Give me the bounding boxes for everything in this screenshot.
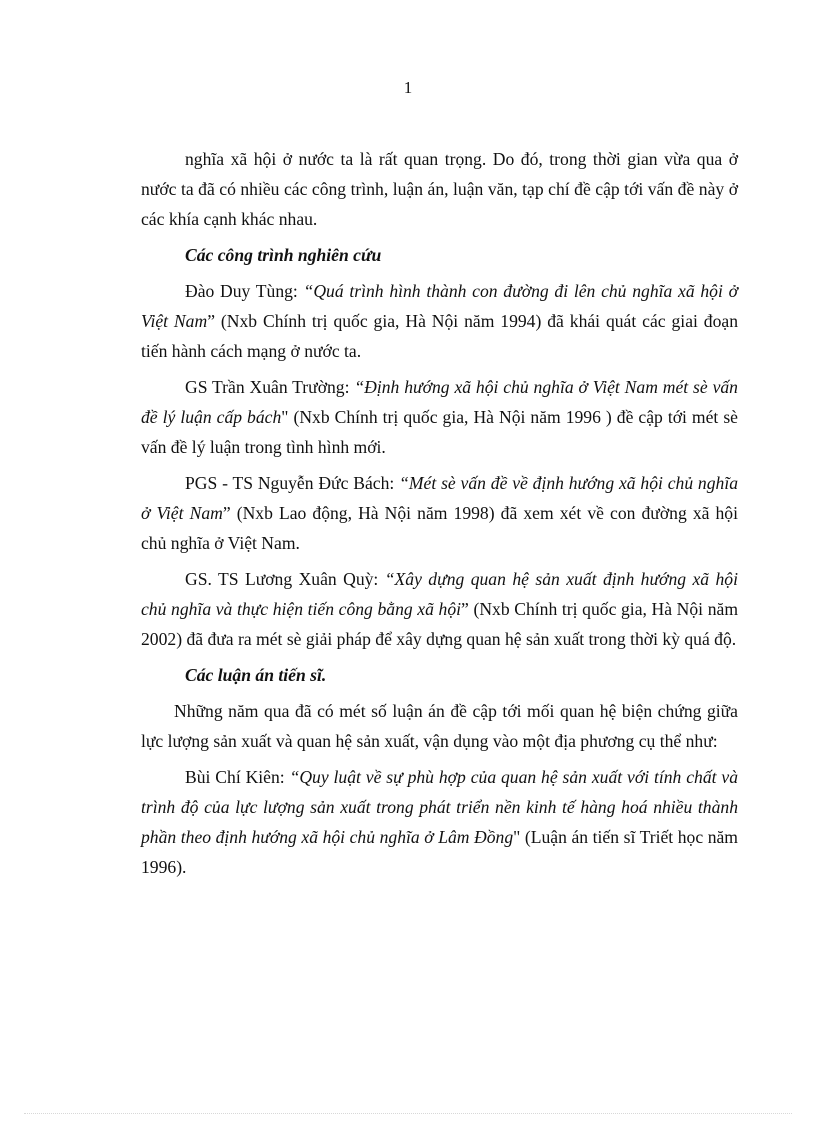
entry-author: PGS - TS Nguyễn Đức Bách: [185, 473, 400, 493]
entry-author: GS Trần Xuân Trường: [185, 377, 355, 397]
intro-paragraph: nghĩa xã hội ở nước ta là rất quan trọng. Do đó, trong thời gian vừa qua ở nước ta đã có nhiều các công trình, luận án, luận văn, tạp chí đề cập tới vấn đề này ở các khía cạnh khác nhau. [141, 149, 738, 229]
entry-author: GS. TS Lương Xuân Quỳ: [185, 569, 385, 589]
dissertations-heading: Các luận án tiến sĩ. [185, 665, 327, 685]
entry-details: ” (Nxb Chính trị quốc gia, Hà Nội năm 2002) đã đưa ra mét sè giải pháp để xây dựng quan hệ sản xuất trong thời kỳ quá độ. [141, 599, 738, 649]
research-entry [141, 372, 738, 462]
entry-author: Đào Duy Tùng: [185, 281, 304, 301]
entry-title: “Quá trình hình thành con đường đi lên chủ nghĩa xã hội ở Việt Nam [141, 281, 738, 331]
dissertation-entry [141, 762, 738, 882]
research-entry [141, 276, 738, 366]
entry-details: ” (Nxb Lao động, Hà Nội năm 1998) đã xem xét về con đường xã hội chủ nghĩa ở Việt Nam. [141, 503, 738, 553]
entry-title: “Xây dựng quan hệ sản xuất định hướng xã hội chủ nghĩa và thực hiện tiến công bằng xã hội [141, 569, 738, 619]
entry-title: “Quy luật về sự phù hợp của quan hệ sản xuất với tính chất và trình độ của lực lượng sản xuất trong phát triển nền kinh tế hàng hoá nhiều thành phần theo định hướng xã hội chủ nghĩa ở Lâm Đồng [141, 767, 739, 847]
entry-details: " (Luận án tiến sĩ Triết học năm 1996). [141, 827, 738, 877]
entry-author: Bùi Chí Kiên: [185, 767, 290, 787]
page-bottom-divider [24, 1113, 792, 1114]
research-entry [141, 564, 738, 654]
document-body [141, 144, 738, 888]
entry-details: ” (Nxb Chính trị quốc gia, Hà Nội năm 1994) đã khái quát các giai đoạn tiến hành cách mạng ở nước ta. [141, 311, 739, 361]
research-heading: Các công trình nghiên cứu [185, 245, 382, 265]
entry-title: “Định hướng xã hội chủ nghĩa ở Việt Nam mét sè vấn đề lý luận cấp bách [141, 377, 738, 427]
dissertations-intro: Những năm qua đã có mét số luận án đề cập tới mối quan hệ biện chứng giữa lực lượng sản xuất và quan hệ sản xuất, vận dụng vào một địa phương cụ thể như: [141, 701, 738, 751]
page-number: 1 [403, 78, 413, 97]
entry-title: “Mét sè vấn đề về định hướng xã hội chủ nghĩa ở Việt Nam [141, 473, 739, 523]
research-entry [141, 468, 738, 558]
entry-details: " (Nxb Chính trị quốc gia, Hà Nội năm 1996 ) đề cập tới mét sè vấn đề lý luận trong tình hình mới. [141, 407, 738, 457]
